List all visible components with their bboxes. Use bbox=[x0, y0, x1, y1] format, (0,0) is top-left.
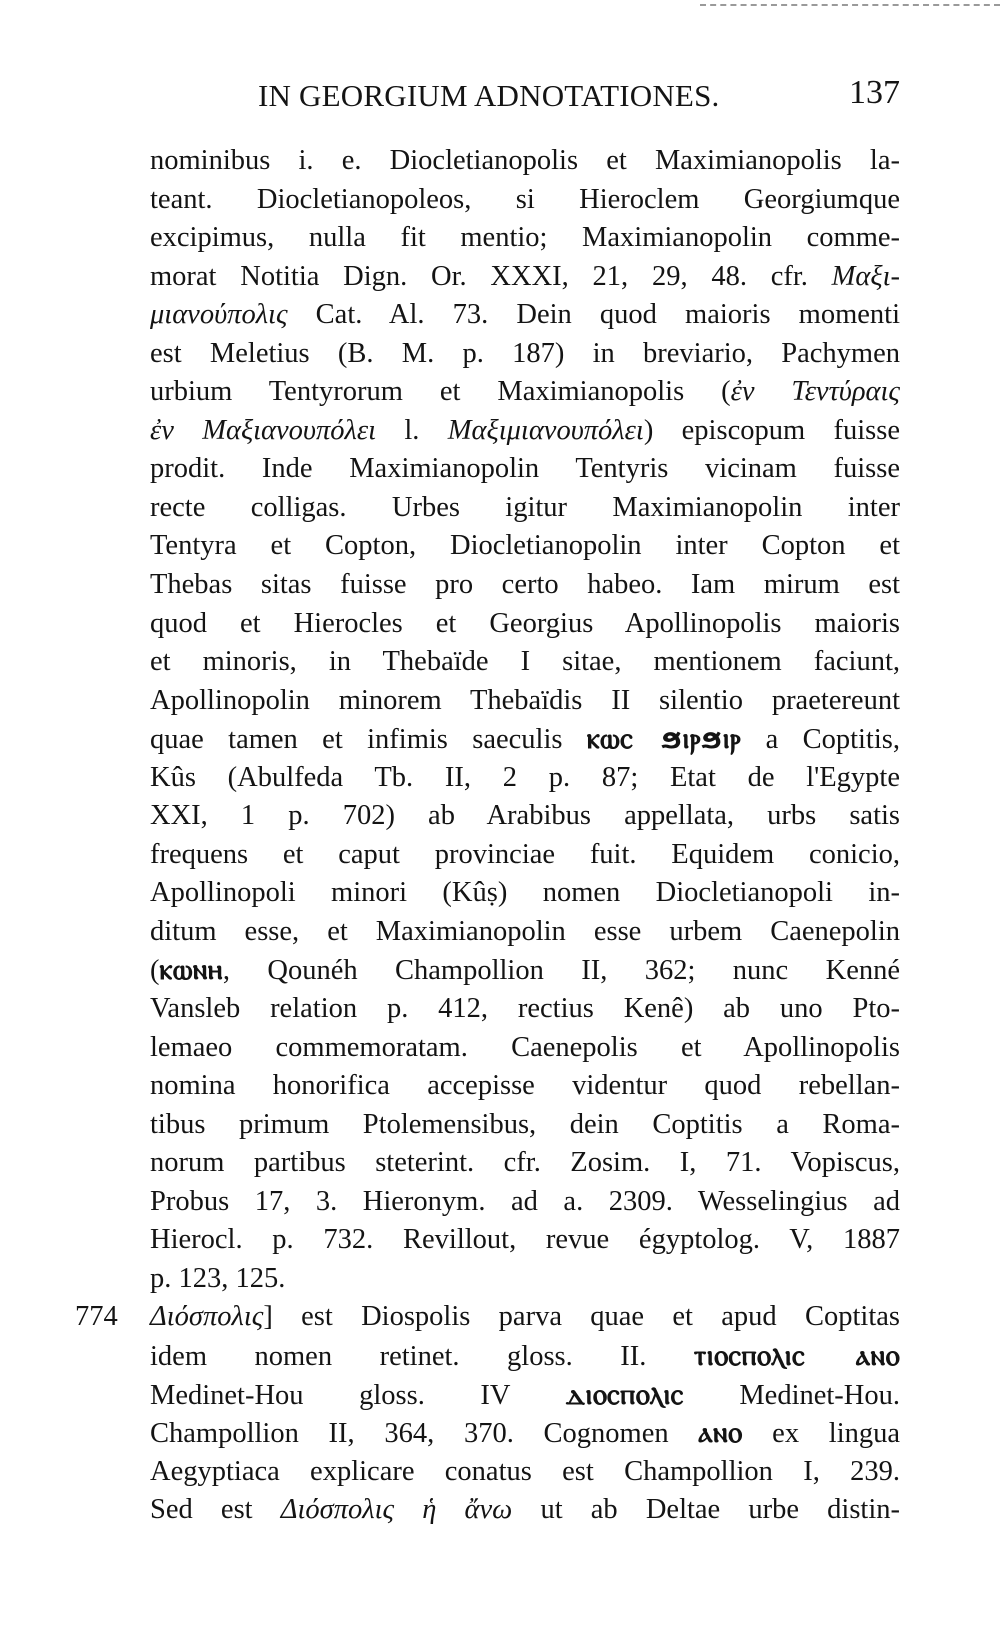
text-line: teant. Diocletianopoleos, si Hieroclem Georgiumque bbox=[150, 183, 900, 215]
coptic-word: ⲕⲱⲥ ϧⲓⲣϧⲓⲣ bbox=[586, 722, 742, 756]
text-line: nominibus i. e. Diocletianopolis et Maximianopolis la- bbox=[150, 145, 900, 176]
text-line: Champollion II, 364, 370. Cognomen ⲁⲛⲟ ex lingua bbox=[150, 1416, 901, 1450]
text-line: est Meletius (B. M. p. 187) in breviario, Pachymen bbox=[150, 337, 900, 369]
greek-word: ἐν Τεντύραις bbox=[730, 376, 900, 408]
text-line: urbium Tentyrorum et Maximianopolis (ἐν Τεντύραις bbox=[150, 376, 900, 408]
text-line: tibus primum Ptolemensibus, dein Coptitis a Roma- bbox=[150, 1108, 900, 1140]
lemma: Διόσπολις bbox=[150, 1301, 264, 1333]
text-line: Apollinopolin minorem Thebaïdis II silentio praetereunt bbox=[150, 684, 900, 716]
text-line: 774 Διόσπολις] est Diospolis parva quae et apud Coptitas bbox=[150, 1298, 900, 1337]
text-line: nomina honorifica accepisse videntur quod rebellan- bbox=[150, 1070, 900, 1102]
text-line: et minoris, in Thebaïde I sitae, mentionem faciunt, bbox=[150, 646, 900, 678]
text-line: Medinet-Hou gloss. IV ⲇⲓⲟⲥⲡⲟⲗⲓⲥ Medinet-Hou. bbox=[150, 1377, 901, 1411]
text-line: p. 123, 125. bbox=[150, 1262, 286, 1294]
page-header bbox=[150, 68, 900, 128]
greek-word: μιανούπολις bbox=[150, 299, 288, 331]
greek-word: Μαξι- bbox=[831, 260, 900, 292]
top-edge-rule bbox=[700, 4, 1000, 6]
greek-word: ἐν Μαξιανουπόλει bbox=[150, 414, 377, 446]
line-number: 774 bbox=[75, 1301, 118, 1333]
text-line: frequens et caput provinciae fuit. Equidem conicio, bbox=[150, 838, 900, 870]
text-line: Apollinopoli minori (Kûṣ) nomen Diocletianopoli in- bbox=[150, 877, 900, 909]
text-line: Vansleb relation p. 412, rectius Kenê) ab uno Pto- bbox=[150, 993, 900, 1025]
text-line: idem nomen retinet. gloss. II. ⲧⲓⲟⲥⲡⲟⲗⲓⲥ ⲁⲛⲟ bbox=[150, 1338, 900, 1372]
text-line: XXI, 1 p. 702) ab Arabibus appellata, urbs satis bbox=[150, 800, 900, 832]
text-line: ditum esse, et Maximianopolin esse urbem Caenepolin bbox=[150, 915, 900, 947]
text-line: Kûs (Abulfeda Tb. II, 2 p. 87; Etat de l'Egypte bbox=[150, 761, 900, 793]
text-line: μιανούπολις Cat. Al. 73. Dein quod maioris momenti bbox=[150, 299, 900, 331]
text-line: lemaeo commemoratam. Caenepolis et Apollinopolis bbox=[150, 1031, 900, 1063]
text-line: morat Notitia Dign. Or. XXXI, 21, 29, 48. cfr. Μαξι- bbox=[150, 260, 900, 292]
running-head: IN GEORGIUM ADNOTATIONES. bbox=[258, 78, 720, 113]
text-line: prodit. Inde Maximianopolin Tentyris vicinam fuisse bbox=[150, 453, 900, 485]
text-line: quod et Hierocles et Georgius Apollinopolis maioris bbox=[150, 607, 900, 639]
text-line: Thebas sitas fuisse pro certo habeo. Iam mirum est bbox=[150, 569, 900, 601]
text-line: norum partibus steterint. cfr. Zosim. I, 71. Vopiscus, bbox=[150, 1147, 900, 1179]
commentary-text bbox=[75, 142, 901, 1530]
text-line: Hierocl. p. 732. Revillout, revue égyptolog. V, 1887 bbox=[150, 1224, 900, 1256]
page-number: 137 bbox=[849, 74, 900, 111]
coptic-word: ⲕⲱⲛⲏ bbox=[159, 953, 223, 987]
text-line: (ⲕⲱⲛⲏ, Qounéh Champollion II, 362; nunc Kenné bbox=[150, 953, 900, 987]
text-line: Aegyptiaca explicare conatus est Champollion I, 239. bbox=[150, 1455, 900, 1487]
text-line: excipimus, nulla fit mentio; Maximianopolin comme- bbox=[150, 222, 900, 254]
text-line: quae tamen et infimis saeculis ⲕⲱⲥ ϧⲓⲣϧⲓⲣ a Coptitis, bbox=[150, 722, 900, 756]
text-line: recte colligas. Urbes igitur Maximianopolin inter bbox=[150, 491, 900, 523]
greek-word: Μαξιμιανουπόλει bbox=[447, 414, 644, 446]
coptic-word: ⲁⲛⲟ bbox=[698, 1416, 743, 1450]
greek-word: Διόσπολις ἡ ἄνω bbox=[280, 1494, 513, 1526]
coptic-word: ⲧⲓⲟⲥⲡⲟⲗⲓⲥ ⲁⲛⲟ bbox=[693, 1338, 900, 1372]
text-line: Sed est Διόσπολις ἡ ἄνω ut ab Deltae urbe distin- bbox=[150, 1494, 901, 1526]
coptic-word: ⲇⲓⲟⲥⲡⲟⲗⲓⲥ bbox=[565, 1377, 684, 1411]
text-line: Probus 17, 3. Hieronym. ad a. 2309. Wesselingius ad bbox=[150, 1185, 900, 1217]
text-line: Tentyra et Copton, Diocletianopolin inter Copton et bbox=[150, 530, 900, 562]
text-line: ἐν Μαξιανουπόλει l. Μαξιμιανουπόλει) episcopum fuisse bbox=[150, 414, 900, 446]
